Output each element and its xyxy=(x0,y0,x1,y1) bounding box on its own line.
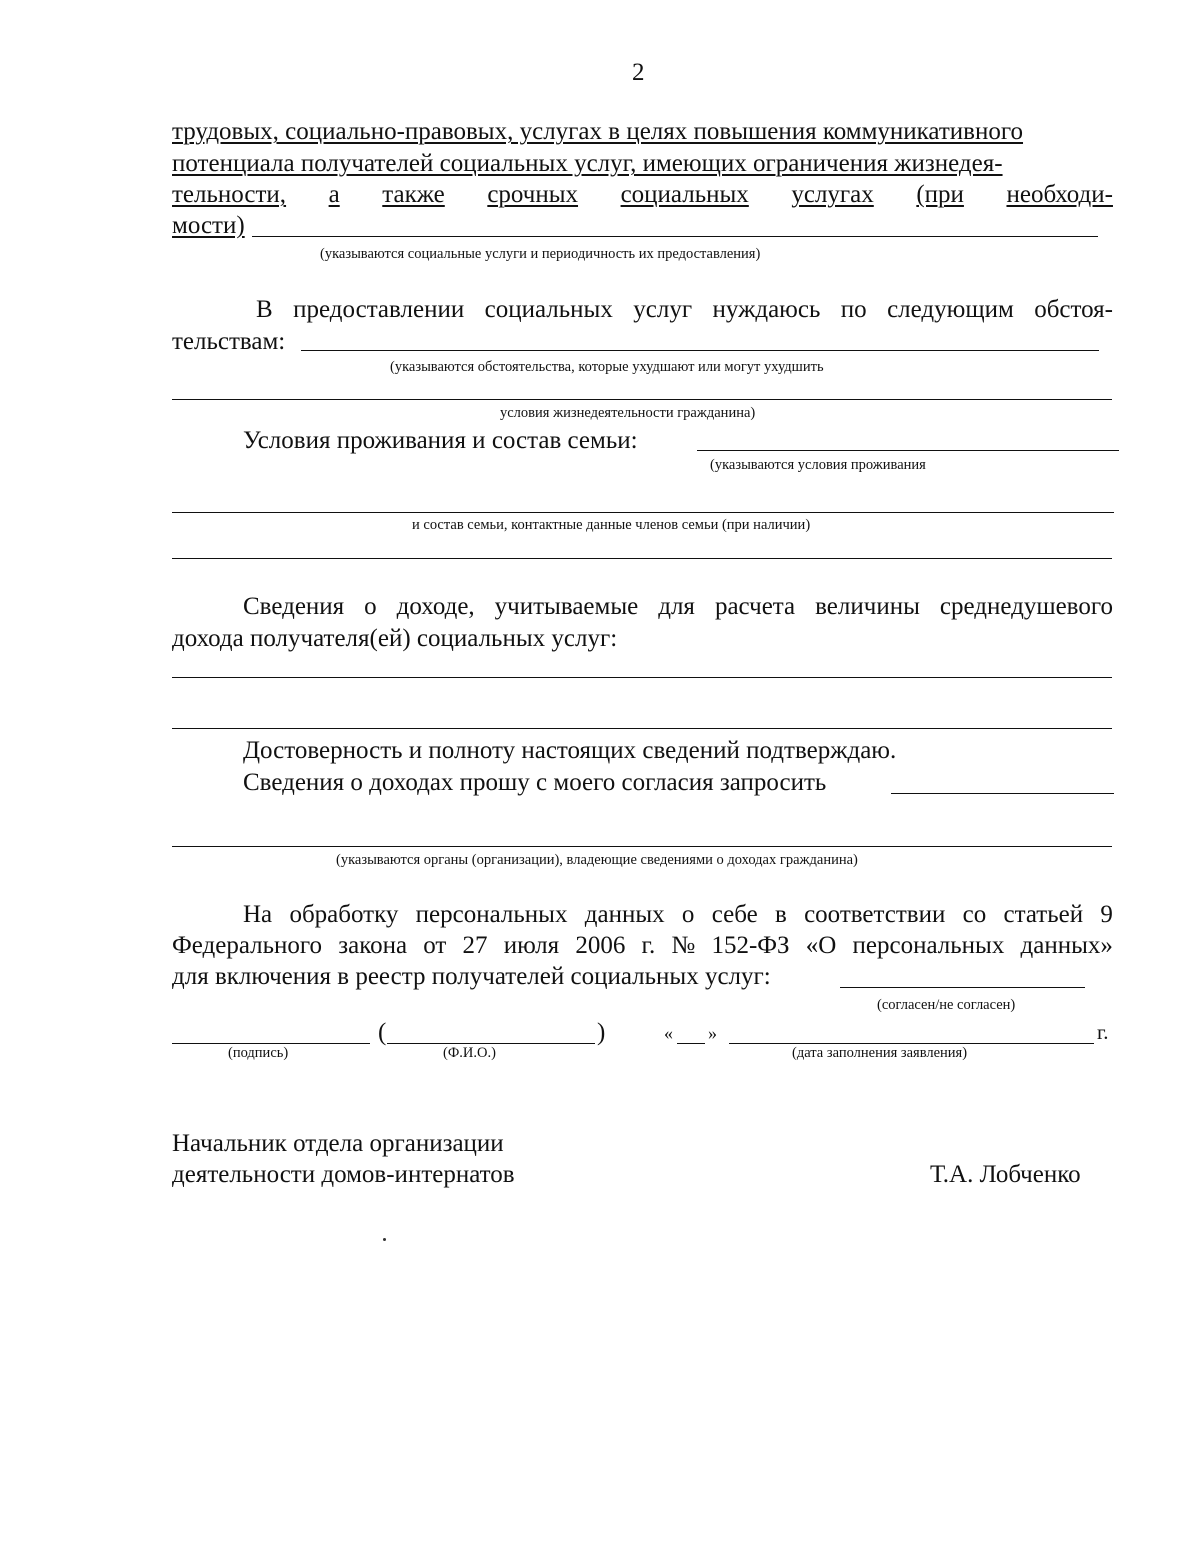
income-word: доходе, xyxy=(396,593,475,620)
footer-signatory: Т.А. Лобченко xyxy=(930,1161,1081,1188)
footer-position-line-1: Начальник отдела организации xyxy=(172,1130,504,1157)
living-caption-1: (указываются условия проживания xyxy=(710,457,926,473)
consent-word: данных xyxy=(584,901,665,928)
consent-word: 2006 xyxy=(575,932,626,959)
income-word: учитываемые xyxy=(494,593,639,620)
services-line-2: потенциала получателей социальных услуг, имеющих ограничения жизнедея- xyxy=(172,150,1003,177)
circumstances-caption-2: условия жизнедеятельности гражданина) xyxy=(500,405,756,421)
confirm-blank-line-1 xyxy=(891,793,1114,794)
income-blank-line-1 xyxy=(172,677,1112,678)
circumstances-line-1 xyxy=(172,297,1113,322)
living-caption-2: и состав семьи, контактные данные членов семьи (при наличии) xyxy=(412,517,811,533)
consent-word: данных» xyxy=(1020,932,1113,959)
consent-word: со xyxy=(962,901,987,928)
consent-line-2 xyxy=(172,933,1113,958)
consent-word: соответствии xyxy=(804,901,946,928)
page-number: 2 xyxy=(632,59,645,86)
footer-position-line-2: деятельности домов-интернатов xyxy=(172,1161,515,1188)
consent-word: июля xyxy=(503,932,560,959)
date-close-quote: » xyxy=(708,1023,717,1043)
confirm-caption: (указываются органы (организации), владеющие сведениями о доходах гражданина) xyxy=(336,852,858,868)
living-blank-line-2 xyxy=(172,512,1114,513)
circumstances-line-2: тельствам: xyxy=(172,328,286,355)
circumstances-word: социальных xyxy=(484,296,613,323)
services-word: услугах xyxy=(791,181,874,208)
circumstances-word: по xyxy=(840,296,867,323)
services-word: необходи- xyxy=(1006,181,1113,208)
consent-word: закона xyxy=(338,932,408,959)
circumstances-word: предоставлении xyxy=(293,296,465,323)
confirm-line-1: Достоверность и полноту настоящих сведений подтверждаю. xyxy=(243,737,897,764)
consent-line-3: для включения в реестр получателей социальных услуг: xyxy=(172,963,771,990)
consent-blank-line xyxy=(840,987,1085,988)
consent-word: г. xyxy=(641,932,656,959)
consent-word: от xyxy=(423,932,447,959)
services-word: тельности, xyxy=(172,181,287,208)
circumstances-word: В xyxy=(256,296,273,323)
services-line-4: мости) xyxy=(172,212,245,239)
income-word: для xyxy=(658,593,695,620)
services-word: (при xyxy=(916,181,964,208)
consent-word: себе xyxy=(711,901,758,928)
income-word: среднедушевого xyxy=(939,593,1113,620)
name-line xyxy=(387,1043,595,1044)
name-caption: (Ф.И.О.) xyxy=(443,1045,496,1061)
consent-line-1 xyxy=(172,902,1113,927)
circumstances-word: обстоя- xyxy=(1034,296,1113,323)
income-word: величины xyxy=(815,593,920,620)
services-line-3 xyxy=(172,182,1113,207)
income-word: Сведения xyxy=(243,593,345,620)
date-year-suffix: г. xyxy=(1097,1020,1109,1044)
consent-word: персональных xyxy=(415,901,568,928)
services-blank-line xyxy=(252,236,1098,237)
circumstances-caption-1: (указываются обстоятельства, которые ухудшают или могут ухудшить xyxy=(390,359,824,375)
income-blank-line-2 xyxy=(172,728,1112,729)
services-caption: (указываются социальные услуги и периодичность их предоставления) xyxy=(320,246,761,262)
date-line xyxy=(729,1043,1094,1044)
consent-word: На xyxy=(243,901,273,928)
living-blank-line-3 xyxy=(172,558,1112,559)
income-line-2: дохода получателя(ей) социальных услуг: xyxy=(172,625,618,652)
confirm-line-2: Сведения о доходах прошу с моего согласия запросить xyxy=(243,769,827,796)
name-open-paren: ( xyxy=(378,1019,387,1046)
consent-word: обработку xyxy=(289,901,399,928)
consent-word: статьей xyxy=(1003,901,1084,928)
scan-dot xyxy=(383,1238,386,1241)
consent-word: персональных xyxy=(852,932,1005,959)
consent-caption: (согласен/не согласен) xyxy=(877,997,1016,1013)
consent-word: 152-ФЗ xyxy=(711,932,790,959)
consent-word: «О xyxy=(805,932,837,959)
circumstances-word: услуг xyxy=(633,296,693,323)
date-caption: (дата заполнения заявления) xyxy=(792,1045,968,1061)
income-word: о xyxy=(364,593,377,620)
consent-word: о xyxy=(681,901,695,928)
date-day-line xyxy=(677,1043,705,1044)
circumstances-blank-line-2 xyxy=(172,399,1112,400)
confirm-blank-line-2 xyxy=(172,846,1112,847)
living-label: Условия проживания и состав семьи: xyxy=(243,427,638,454)
name-close-paren: ) xyxy=(597,1019,606,1046)
signature-line xyxy=(172,1043,370,1044)
circumstances-blank-line-1 xyxy=(301,350,1099,351)
living-blank-line-1 xyxy=(697,450,1119,451)
consent-word: Федерального xyxy=(172,932,323,959)
services-word: социальных xyxy=(620,181,749,208)
income-word: расчета xyxy=(714,593,796,620)
services-word: также xyxy=(382,181,445,208)
consent-word: в xyxy=(774,901,787,928)
circumstances-word: следующим xyxy=(887,296,1014,323)
consent-word: № xyxy=(671,932,696,959)
services-word: срочных xyxy=(487,181,579,208)
services-line-1: трудовых, социально-правовых, услугах в целях повышения коммуникативного xyxy=(172,118,1024,145)
consent-word: 9 xyxy=(1100,901,1113,928)
circumstances-word: нуждаюсь xyxy=(712,296,821,323)
consent-word: 27 xyxy=(462,932,488,959)
signature-caption: (подпись) xyxy=(228,1045,289,1061)
income-line-1 xyxy=(172,594,1113,619)
services-word: а xyxy=(328,181,340,208)
date-open-quote: « xyxy=(664,1023,673,1043)
